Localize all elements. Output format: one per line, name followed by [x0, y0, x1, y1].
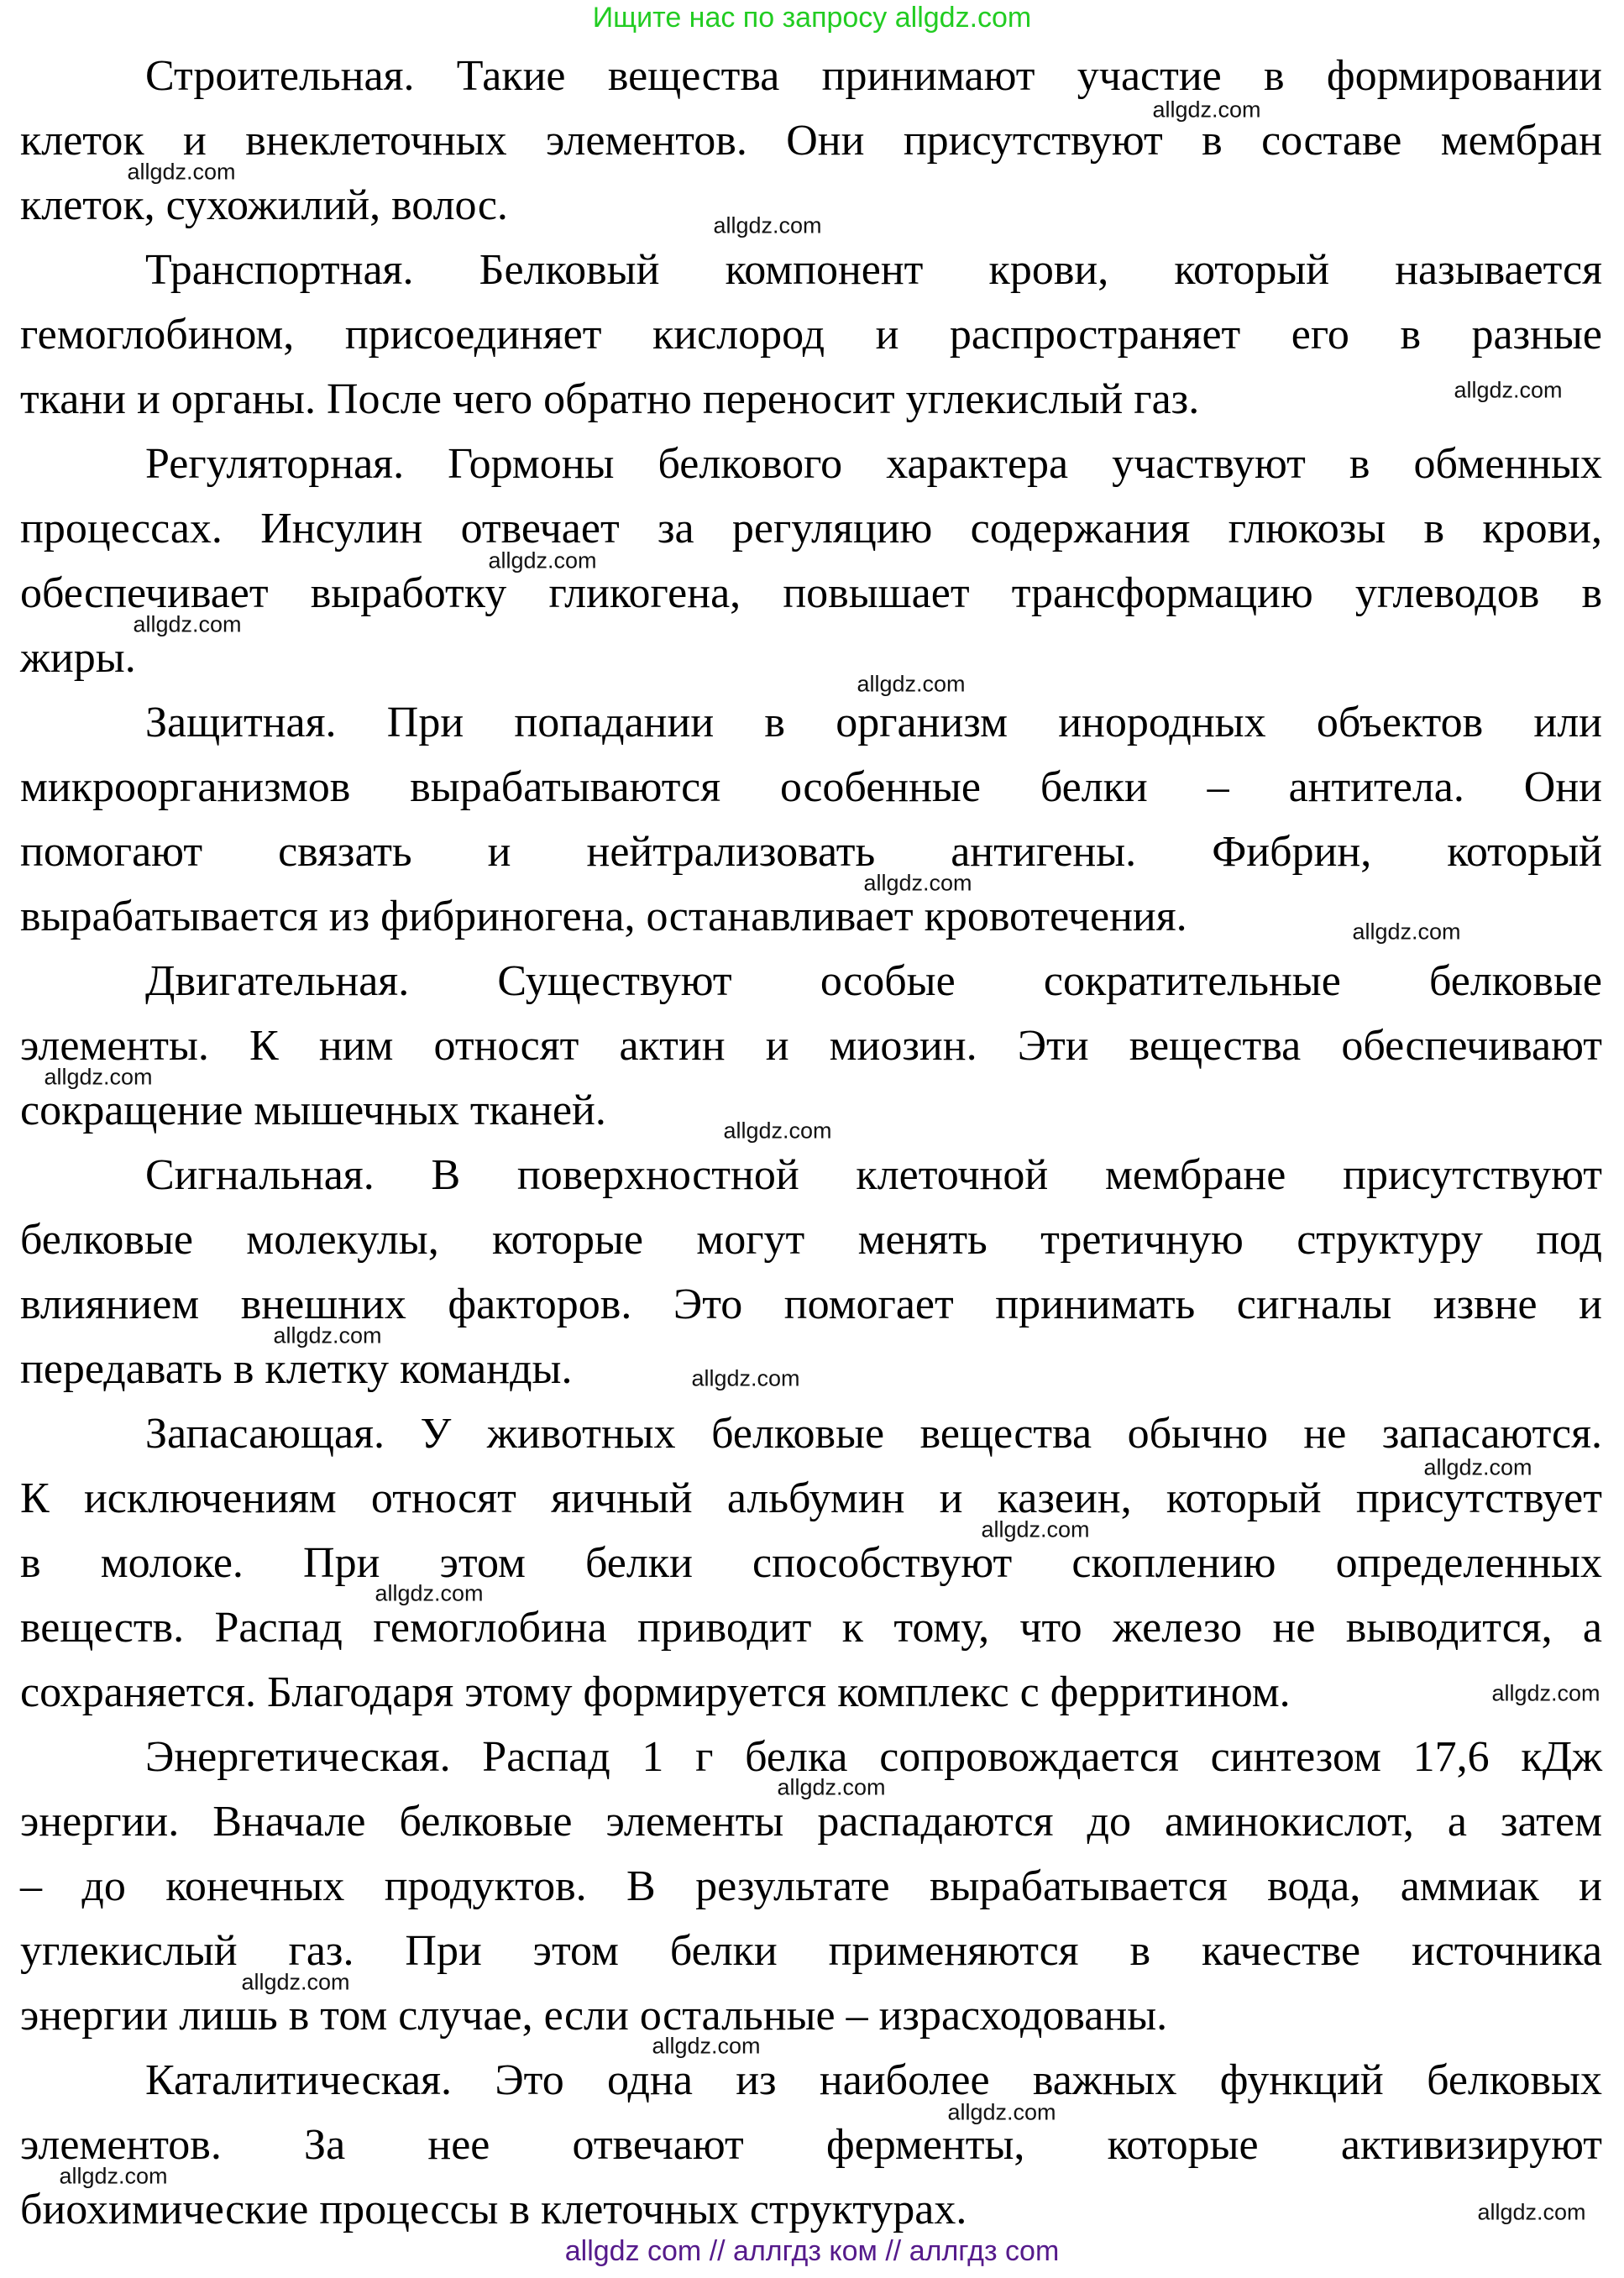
watermark-text: allgdz.com [1491, 1680, 1600, 1706]
site-footer-links[interactable]: allgdz com // аллгдз ком // аллгдз com [564, 2235, 1060, 2267]
watermark-text: allgdz.com [1152, 97, 1261, 123]
watermark-text: allgdz.com [723, 1118, 832, 1144]
text-line: элементов. За нее отвечают ферменты, которые активизируют [20, 2121, 1602, 2169]
text-line: Двигательная. Существуют особые сократительные белковые [145, 957, 1602, 1005]
text-line: гемоглобином, присоединяет кислород и распространяет его в разные [20, 311, 1602, 359]
text-line: углекислый газ. При этом белки применяются в качестве источника [20, 1927, 1602, 1975]
text-line: вырабатывается из фибриногена, останавливает кровотечения. [20, 893, 1187, 940]
watermark-text: allgdz.com [488, 547, 597, 573]
text-line: клеток, сухожилий, волос. [20, 181, 508, 229]
text-line: Строительная. Такие вещества принимают участие в формировании [145, 52, 1602, 100]
watermark-text: allgdz.com [375, 1580, 484, 1606]
watermark-text: allgdz.com [241, 1969, 350, 1995]
text-line: обеспечивает выработку гликогена, повышает трансформацию углеводов в [20, 569, 1602, 617]
text-line: биохимические процессы в клеточных структурах. [20, 2186, 967, 2233]
paragraph [20, 44, 1602, 238]
watermark-text: allgdz.com [691, 1365, 800, 1391]
watermark-text: allgdz.com [652, 2033, 761, 2059]
paragraph [20, 1143, 1602, 1401]
watermark-text: allgdz.com [273, 1322, 382, 1348]
paragraph [20, 1725, 1602, 2048]
text-line: влиянием внешних факторов. Это помогает принимать сигналы извне и [20, 1280, 1602, 1328]
text-line: ткани и органы. После чего обратно переносит углекислый газ. [20, 375, 1200, 423]
text-line: веществ. Распад гемоглобина приводит к тому, что железо не выводится, а [20, 1604, 1602, 1652]
text-line: элементы. К ним относят актин и миозин. Эти вещества обеспечивают [20, 1022, 1602, 1070]
paragraph [20, 238, 1602, 432]
paragraph [20, 432, 1602, 690]
text-line: Транспортная. Белковый компонент крови, который называется [145, 246, 1602, 294]
watermark-text: allgdz.com [59, 2163, 168, 2189]
text-line: Запасающая. У животных белковые вещества обычно не запасаются. [145, 1410, 1602, 1458]
text-line: энергии лишь в том случае, если остальные – израсходованы. [20, 1992, 1168, 2040]
watermark-text: allgdz.com [857, 671, 966, 697]
text-line: Регуляторная. Гормоны белкового характера участвуют в обменных [145, 440, 1602, 488]
text-line: – до конечных продуктов. В результате вырабатывается вода, аммиак и [20, 1862, 1602, 1910]
text-line: жиры. [20, 634, 136, 682]
watermark-text: allgdz.com [1454, 377, 1563, 403]
text-line: К исключениям относят яичный альбумин и казеин, который присутствует [20, 1474, 1602, 1522]
watermark-text: allgdz.com [947, 2099, 1056, 2125]
watermark-text: allgdz.com [777, 1774, 886, 1800]
text-line: процессах. Инсулин отвечает за регуляцию содержания глюкозы в крови, [20, 505, 1602, 552]
text-line: клеток и внеклеточных элементов. Они присутствуют в составе мембран [20, 117, 1602, 165]
text-line: Энергетическая. Распад 1 г белка сопровождается синтезом 17,6 кДж [145, 1733, 1602, 1781]
text-line: Каталитическая. Это одна из наиболее важных функций белковых [145, 2056, 1602, 2104]
text-line: сохраняется. Благодаря этому формируется комплекс с ферритином. [20, 1668, 1291, 1716]
watermark-text: allgdz.com [1352, 919, 1461, 945]
text-line: в молоке. При этом белки способствуют скоплению определенных [20, 1539, 1602, 1587]
paragraph [20, 1401, 1602, 1725]
watermark-text: allgdz.com [981, 1516, 1090, 1542]
watermark-text: allgdz.com [863, 870, 972, 896]
text-line: передавать в клетку команды. [20, 1345, 573, 1393]
watermark-text: allgdz.com [44, 1064, 153, 1090]
paragraph [20, 690, 1602, 949]
text-line: белковые молекулы, которые могут менять третичную структуру под [20, 1216, 1602, 1264]
text-line: Защитная. При попадании в организм инородных объектов или [145, 699, 1602, 746]
paragraph [20, 2048, 1602, 2242]
watermark-text: allgdz.com [1477, 2199, 1586, 2225]
watermark-text: allgdz.com [133, 611, 242, 637]
text-line: энергии. Вначале белковые элементы распадаются до аминокислот, а затем [20, 1798, 1602, 1846]
text-line: помогают связать и нейтрализовать антигены. Фибрин, который [20, 828, 1602, 876]
text-line: микроорганизмов вырабатываются особенные белки – антитела. Они [20, 763, 1602, 811]
text-line: сокращение мышечных тканей. [20, 1087, 606, 1134]
watermark-text: allgdz.com [127, 159, 236, 185]
paragraph [20, 949, 1602, 1143]
search-promo-header[interactable]: Ищите нас по запросу allgdz.com [592, 2, 1032, 34]
watermark-text: allgdz.com [1423, 1454, 1532, 1480]
text-line: Сигнальная. В поверхностной клеточной мембране присутствуют [145, 1151, 1602, 1199]
watermark-text: allgdz.com [713, 212, 822, 238]
